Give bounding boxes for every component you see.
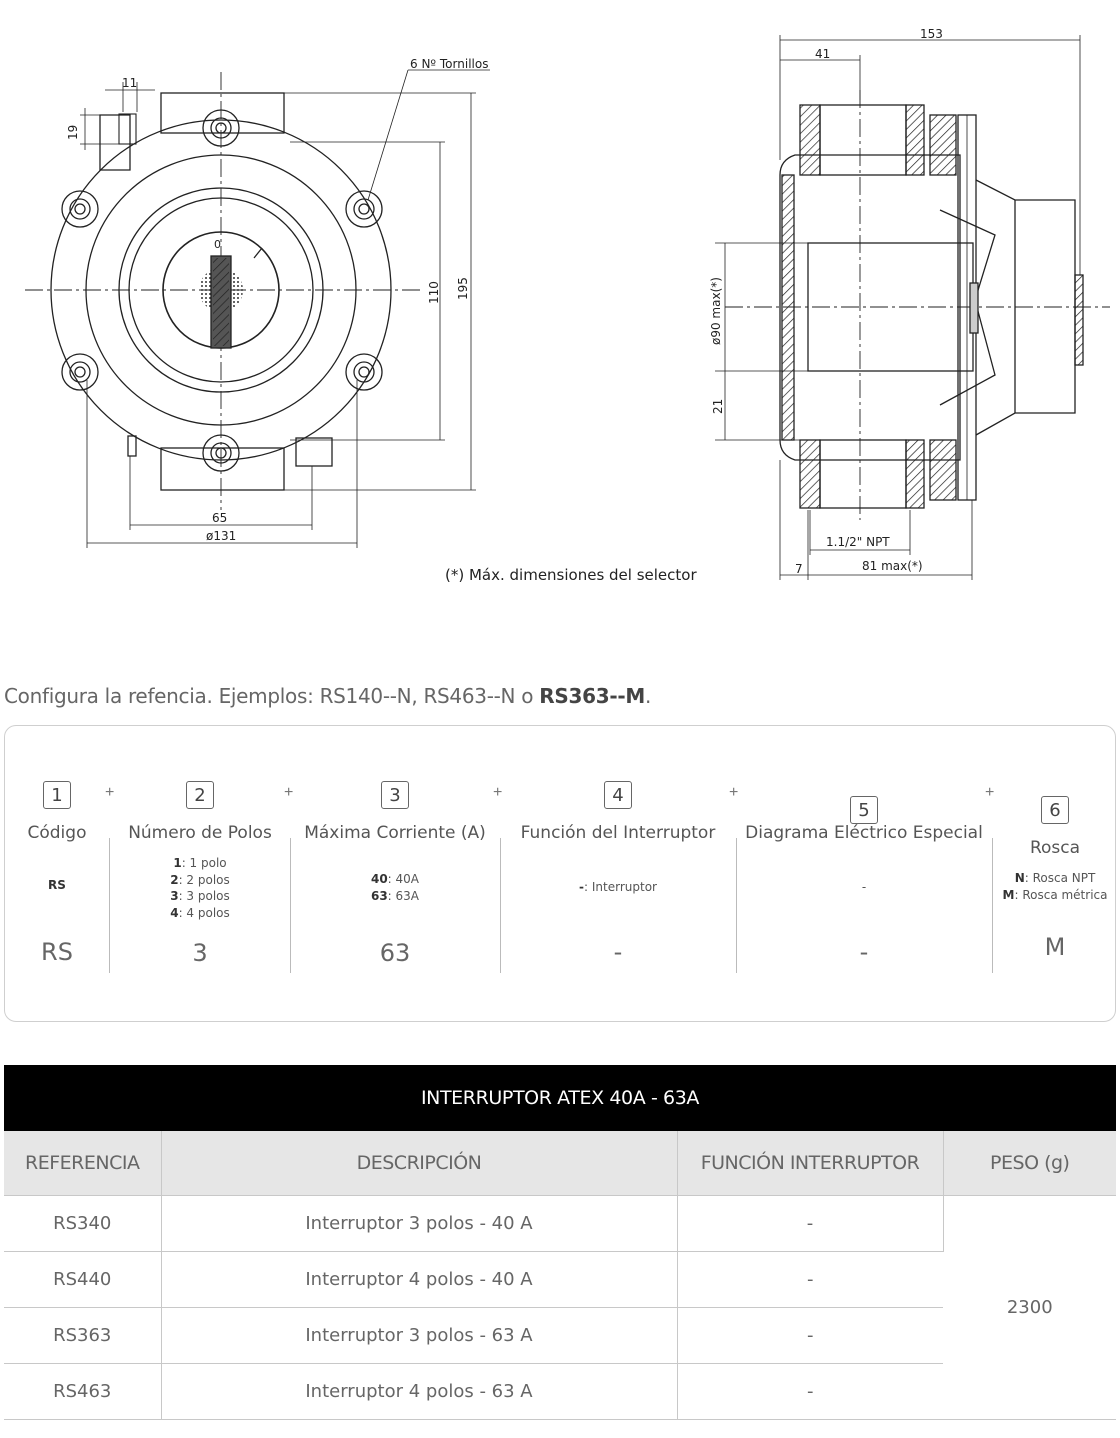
- cell-desc: Interruptor 4 polos - 40 A: [161, 1252, 677, 1308]
- header-funcion: FUNCIÓN INTERRUPTOR: [677, 1131, 943, 1196]
- table-row: [4, 1196, 1116, 1252]
- plus-sign: +: [493, 784, 503, 801]
- config-column-polos: [110, 781, 290, 967]
- column-options: 1: 1 polo 2: 2 polos 3: 3 polos 4: 4 polos: [170, 856, 230, 920]
- front-view: [25, 70, 490, 548]
- technical-drawing: [0, 0, 1120, 600]
- dim-thread-label: 1.1/2" NPT: [826, 535, 890, 549]
- dim-81-label: 81 max(*): [862, 559, 923, 573]
- column-title: Rosca: [1029, 838, 1081, 858]
- dim-110-label: 110: [427, 281, 441, 304]
- step-number: 6: [1041, 796, 1069, 824]
- header-peso: PESO (g): [943, 1131, 1116, 1196]
- header-descripcion: DESCRIPCIÓN: [161, 1131, 677, 1196]
- cell-ref: RS340: [4, 1196, 161, 1252]
- config-intro: [4, 684, 651, 708]
- dim-7-label: 7: [795, 562, 803, 576]
- plus-sign: +: [105, 784, 115, 801]
- dim-131-label: ø131: [206, 529, 237, 543]
- column-options: N: Rosca NPT M: Rosca métrica: [1002, 871, 1108, 902]
- dim-19-label: 19: [66, 124, 80, 140]
- screw-lug-bottom-right: [346, 354, 382, 390]
- cell-func: -: [677, 1364, 943, 1420]
- dim-21-label: 21: [711, 398, 725, 414]
- plus-sign: +: [985, 784, 995, 801]
- dim-65-label: 65: [212, 511, 228, 525]
- plus-sign: +: [284, 784, 294, 801]
- selected-value[interactable]: 63: [379, 939, 411, 967]
- column-title: Número de Polos: [128, 823, 272, 843]
- column-options: -: [861, 880, 867, 894]
- table-title: INTERRUPTOR ATEX 40A - 63A: [4, 1065, 1116, 1131]
- dim-11-label: 11: [122, 76, 138, 90]
- selector-footnote: (*) Máx. dimensiones del selector: [445, 566, 697, 584]
- step-number: 1: [43, 781, 71, 809]
- product-table: [4, 1065, 1116, 1420]
- selected-value[interactable]: RS: [41, 937, 73, 966]
- dim-90-label: ø90 max(*): [709, 277, 723, 345]
- cell-desc: Interruptor 4 polos - 63 A: [161, 1364, 677, 1420]
- step-number: 3: [381, 781, 409, 809]
- dim-41-label: 41: [815, 47, 831, 61]
- config-column-funcion: [501, 781, 735, 966]
- step-number: 4: [604, 781, 632, 809]
- intro-text: Configura la refencia. Ejemplos: RS140--N, RS463--N o: [4, 684, 540, 708]
- side-view: [715, 35, 1110, 580]
- intro-example-bold: RS363--M: [539, 684, 645, 708]
- column-options: -: Interruptor: [579, 880, 657, 894]
- column-options: RS: [48, 878, 66, 892]
- config-column-corriente: [291, 781, 499, 967]
- reference-configurator: [4, 725, 1116, 1022]
- selected-value[interactable]: -: [859, 937, 869, 966]
- intro-end: .: [644, 684, 651, 708]
- cell-func: -: [677, 1308, 943, 1364]
- cell-func: -: [677, 1252, 943, 1308]
- screws-note: 6 Nº Tornillos: [410, 57, 489, 71]
- step-number: 5: [850, 796, 878, 824]
- selected-value[interactable]: 3: [192, 939, 208, 967]
- config-column-codigo: [5, 781, 109, 966]
- config-column-rosca: [993, 796, 1117, 961]
- cell-desc: Interruptor 3 polos - 63 A: [161, 1308, 677, 1364]
- cell-ref: RS463: [4, 1364, 161, 1420]
- screw-lug-top-left: [62, 191, 98, 227]
- column-options: 40: 40A 63: 63A: [370, 872, 420, 903]
- selected-value[interactable]: -: [613, 937, 623, 966]
- selected-value[interactable]: M: [1044, 933, 1066, 961]
- cell-weight: 2300: [943, 1196, 1116, 1420]
- column-title: Código: [27, 823, 87, 843]
- config-column-diagrama: [737, 796, 991, 966]
- column-title: Diagrama Eléctrico Especial: [745, 823, 983, 843]
- screw-lug-top-right: [346, 191, 382, 227]
- dim-195-label: 195: [456, 277, 470, 300]
- cell-func: -: [677, 1196, 943, 1252]
- cell-ref: RS363: [4, 1308, 161, 1364]
- plus-sign: +: [729, 784, 739, 801]
- column-title: Máxima Corriente (A): [304, 823, 486, 843]
- table-header-row: [4, 1131, 1116, 1196]
- svg-text:0: 0: [214, 238, 221, 251]
- cell-desc: Interruptor 3 polos - 40 A: [161, 1196, 677, 1252]
- header-referencia: REFERENCIA: [4, 1131, 161, 1196]
- cell-ref: RS440: [4, 1252, 161, 1308]
- column-title: Función del Interruptor: [520, 823, 716, 843]
- dim-153-label: 153: [920, 27, 943, 41]
- step-number: 2: [186, 781, 214, 809]
